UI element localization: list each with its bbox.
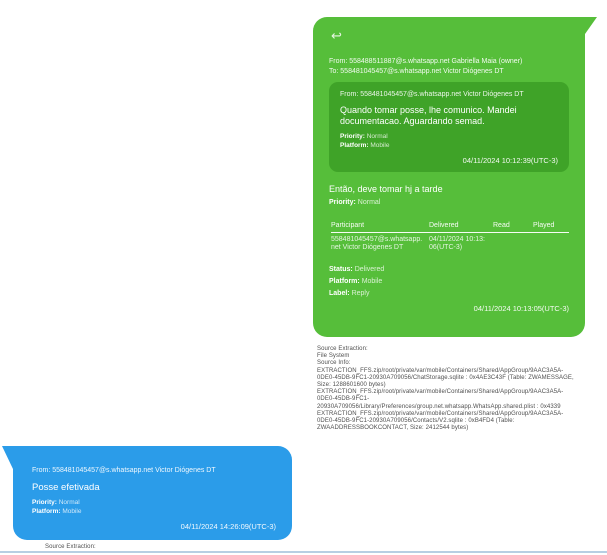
priority-value: Normal (366, 132, 388, 140)
source-line: 20930A709056/Library/Preferences/group.net.whatsapp.WhatsApp.shared.plist : 0x4339 (317, 403, 561, 410)
table-row (331, 236, 569, 253)
quoted-platform-row (340, 141, 558, 150)
quoted-priority-row (340, 132, 558, 141)
priority-row (329, 198, 569, 207)
from-line: From: 558488511887@s.whatsapp.net Gabriella Maia (owner) (329, 58, 523, 65)
label-label: Label: (329, 289, 350, 297)
platform-value: Mobile (370, 141, 390, 149)
platform-row (32, 507, 276, 516)
source-extraction-info (317, 346, 603, 432)
priority-label: Priority: (340, 132, 365, 140)
from-line: From: 558481045457@s.whatsapp.net Victor Diógenes DT (32, 467, 216, 474)
message-timestamp: 04/11/2024 14:26:09(UTC-3) (180, 521, 276, 531)
priority-row (32, 498, 276, 507)
bottom-divider (0, 551, 607, 553)
column-header-read: Read (493, 221, 510, 229)
column-header-participant: Participant (331, 221, 365, 229)
table-header-row (331, 222, 569, 233)
source-line: Source Extraction: (45, 544, 96, 550)
played-cell (533, 236, 569, 253)
source-line: Size: 1288601600 bytes) (317, 382, 386, 389)
priority-label: Priority: (32, 498, 57, 506)
message-meta (329, 265, 569, 298)
source-line: Source Info: (317, 360, 351, 367)
column-header-played: Played (533, 221, 555, 229)
status-label: Status: (329, 265, 353, 273)
outgoing-message-bubble[interactable] (313, 17, 585, 337)
platform-label: Platform: (32, 507, 61, 515)
message-timestamp: 04/11/2024 10:13:05(UTC-3) (473, 303, 569, 313)
read-cell (493, 236, 533, 253)
source-line: Source Extraction: (317, 346, 368, 352)
quoted-from-line: From: 558481045457@s.whatsapp.net Victor Diógenes DT (340, 91, 524, 98)
source-line: EXTRACTION_FFS.zip/root/private/var/mobile/Containers/Shared/AppGroup/9AAC3A5A- (317, 410, 564, 417)
platform-label: Platform: (329, 277, 360, 285)
bubble-tail-icon (585, 17, 597, 34)
to-line: To: 558481045457@s.whatsapp.net Victor Diógenes DT (329, 67, 504, 75)
message-body: Então, deve tomar hj a tarde (329, 183, 443, 194)
bubble-tail-icon (2, 446, 13, 469)
source-line: EXTRACTION_FFS.zip/root/private/var/mobile/Containers/Shared/AppGroup/9AAC3A5A- (317, 367, 564, 374)
source-line: EXTRACTION_FFS.zip/root/private/var/mobile/Containers/Shared/AppGroup/9AAC3A5A- (317, 389, 564, 396)
source-line: 0DE0-45DB-9FC1- (317, 396, 370, 403)
source-line: File System (317, 353, 350, 360)
label-row (329, 289, 569, 298)
platform-label: Platform: (340, 141, 369, 149)
source-line: 0DE0-45DB-9FC1-20930A709056/Contacts/V2.sqlite : 0xB4FD4 (Table: (317, 418, 515, 425)
quoted-message-bubble[interactable] (329, 82, 569, 172)
status-row (329, 265, 569, 274)
platform-value: Mobile (361, 277, 383, 285)
priority-value: Normal (357, 198, 381, 206)
quoted-message-body: Quando tomar posse, lhe comunico. Mandei documentacao. Aguardando semad. (340, 104, 517, 126)
delivery-status-table (331, 222, 569, 253)
participant-cell: 558481045457@s.whatsapp.net Victor Diógenes DT (331, 235, 423, 252)
source-line: 0DE0-45DB-9FC1-20930A709056/ChatStorage.sqlite : 0x4AE3C43F (Table: ZWAMESSAGE, (317, 374, 574, 381)
platform-value: Mobile (62, 507, 82, 515)
column-header-delivered: Delivered (429, 221, 459, 229)
priority-value: Normal (58, 498, 80, 506)
status-value: Delivered (354, 265, 385, 273)
message-header (329, 57, 569, 76)
message-body: Posse efetivada (32, 481, 100, 493)
platform-row (329, 277, 569, 286)
reply-arrow-icon[interactable]: ↩ (331, 28, 342, 43)
priority-label: Priority: (329, 198, 356, 206)
delivered-cell: 04/11/2024 10:13:06(UTC-3) (429, 235, 485, 252)
source-line: ZWAADDRESSBOOKCONTACT, Size: 2412544 bytes) (317, 425, 469, 432)
incoming-message-bubble[interactable] (13, 446, 292, 540)
label-value: Reply (351, 289, 370, 297)
quoted-timestamp: 04/11/2024 10:12:39(UTC-3) (462, 155, 558, 165)
